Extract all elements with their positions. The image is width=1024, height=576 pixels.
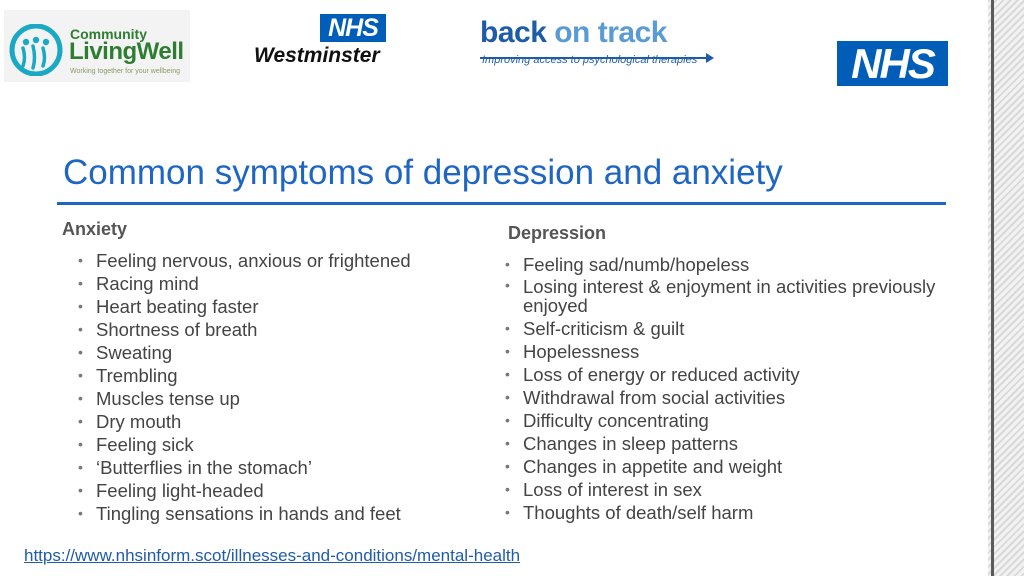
list-item xyxy=(505,501,965,524)
bullet-icon: • xyxy=(78,252,83,268)
nhs-logo: NHS xyxy=(837,41,948,86)
list-item xyxy=(505,409,965,432)
depression-heading: Depression xyxy=(508,223,607,243)
bullet-icon: • xyxy=(505,458,510,474)
title-divider xyxy=(57,202,946,205)
list-item xyxy=(78,272,458,295)
bullet-icon: • xyxy=(505,256,510,272)
list-item xyxy=(505,455,965,478)
list-item xyxy=(505,276,965,317)
list-item-text: Changes in appetite and weight xyxy=(523,456,783,477)
list-item xyxy=(78,341,458,364)
list-item-text: Shortness of breath xyxy=(96,319,258,340)
bullet-icon: • xyxy=(78,390,83,406)
bullet-icon: • xyxy=(505,277,510,293)
list-item-text: Dry mouth xyxy=(96,411,182,432)
list-item-text: Loss of interest in sex xyxy=(523,479,702,500)
on-word: on xyxy=(554,16,590,49)
list-item xyxy=(78,387,458,410)
list-item xyxy=(505,386,965,409)
bullet-icon: • xyxy=(78,298,83,314)
livingwell-tagline: Working together for your wellbeing xyxy=(70,68,180,75)
list-item-text: Tingling sensations in hands and feet xyxy=(96,503,401,524)
source-link[interactable]: https://www.nhsinform.scot/illnesses-and-conditions/mental-health xyxy=(24,546,521,565)
list-item xyxy=(78,318,458,341)
bullet-icon: • xyxy=(78,367,83,383)
bullet-icon: • xyxy=(78,321,83,337)
list-item xyxy=(505,432,965,455)
westminster-text: Westminster xyxy=(254,44,380,67)
list-item xyxy=(505,478,965,501)
decorative-side-strip xyxy=(988,0,1024,576)
bullet-icon: • xyxy=(505,412,510,428)
list-item xyxy=(78,433,458,456)
list-item xyxy=(78,456,458,479)
bullet-icon: • xyxy=(78,505,83,521)
list-item xyxy=(505,363,965,386)
bullet-icon: • xyxy=(505,481,510,497)
bullet-icon: • xyxy=(505,320,510,336)
list-item-text: Loss of energy or reduced activity xyxy=(523,364,800,385)
nhs-badge-small: NHS xyxy=(320,14,386,42)
bullet-icon: • xyxy=(505,504,510,520)
list-item-text: Trembling xyxy=(96,365,178,386)
anxiety-symptom-list xyxy=(78,249,458,525)
list-item-text: Feeling sad/numb/hopeless xyxy=(523,254,750,275)
bullet-icon: • xyxy=(505,343,510,359)
track-word: track xyxy=(597,16,667,49)
list-item xyxy=(505,253,965,276)
list-item xyxy=(78,410,458,433)
nhs-westminster-logo xyxy=(254,14,390,70)
bullet-icon: • xyxy=(505,366,510,382)
anxiety-heading: Anxiety xyxy=(62,219,128,239)
bullet-icon: • xyxy=(78,459,83,475)
livingwell-people-icon xyxy=(8,24,64,76)
bullet-icon: • xyxy=(505,389,510,405)
list-item-text: Losing interest & enjoyment in activities previously enjoyed xyxy=(523,276,936,316)
list-item-text: Feeling sick xyxy=(96,434,194,455)
list-item xyxy=(78,502,458,525)
back-word: back xyxy=(480,16,547,49)
list-item xyxy=(505,340,965,363)
livingwell-text-community: Community xyxy=(70,26,147,42)
list-item-text: Muscles tense up xyxy=(96,388,240,409)
bullet-icon: • xyxy=(505,435,510,451)
list-item-text: Difficulty concentrating xyxy=(523,410,709,431)
bullet-icon: • xyxy=(78,413,83,429)
livingwell-text-name: LivingWell xyxy=(69,38,184,65)
list-item-text: Changes in sleep patterns xyxy=(523,433,738,454)
list-item-text: Self-criticism & guilt xyxy=(523,318,685,339)
bullet-icon: • xyxy=(78,436,83,452)
list-item xyxy=(78,479,458,502)
list-item-text: Thoughts of death/self harm xyxy=(523,502,754,523)
slide-title: Common symptoms of depression and anxiety xyxy=(63,153,783,192)
depression-symptom-list xyxy=(505,253,965,524)
list-item-text: ‘Butterflies in the stomach’ xyxy=(96,457,312,478)
bullet-icon: • xyxy=(78,482,83,498)
community-livingwell-logo xyxy=(4,10,190,82)
bullet-icon: • xyxy=(78,275,83,291)
back-on-track-logo xyxy=(480,16,720,68)
back-on-track-title xyxy=(480,16,667,50)
list-item-text: Hopelessness xyxy=(523,341,640,362)
list-item-text: Sweating xyxy=(96,342,173,363)
bullet-icon: • xyxy=(78,344,83,360)
list-item xyxy=(78,249,458,272)
list-item-text: Racing mind xyxy=(96,273,199,294)
list-item xyxy=(78,364,458,387)
list-item-text: Feeling light-headed xyxy=(96,480,264,501)
list-item-text: Feeling nervous, anxious or frightened xyxy=(96,250,411,271)
list-item-text: Withdrawal from social activities xyxy=(523,387,786,408)
list-item xyxy=(78,295,458,318)
list-item xyxy=(505,317,965,340)
list-item-text: Heart beating faster xyxy=(96,296,259,317)
back-on-track-subtitle: Improving access to psychological therapies xyxy=(482,54,698,66)
